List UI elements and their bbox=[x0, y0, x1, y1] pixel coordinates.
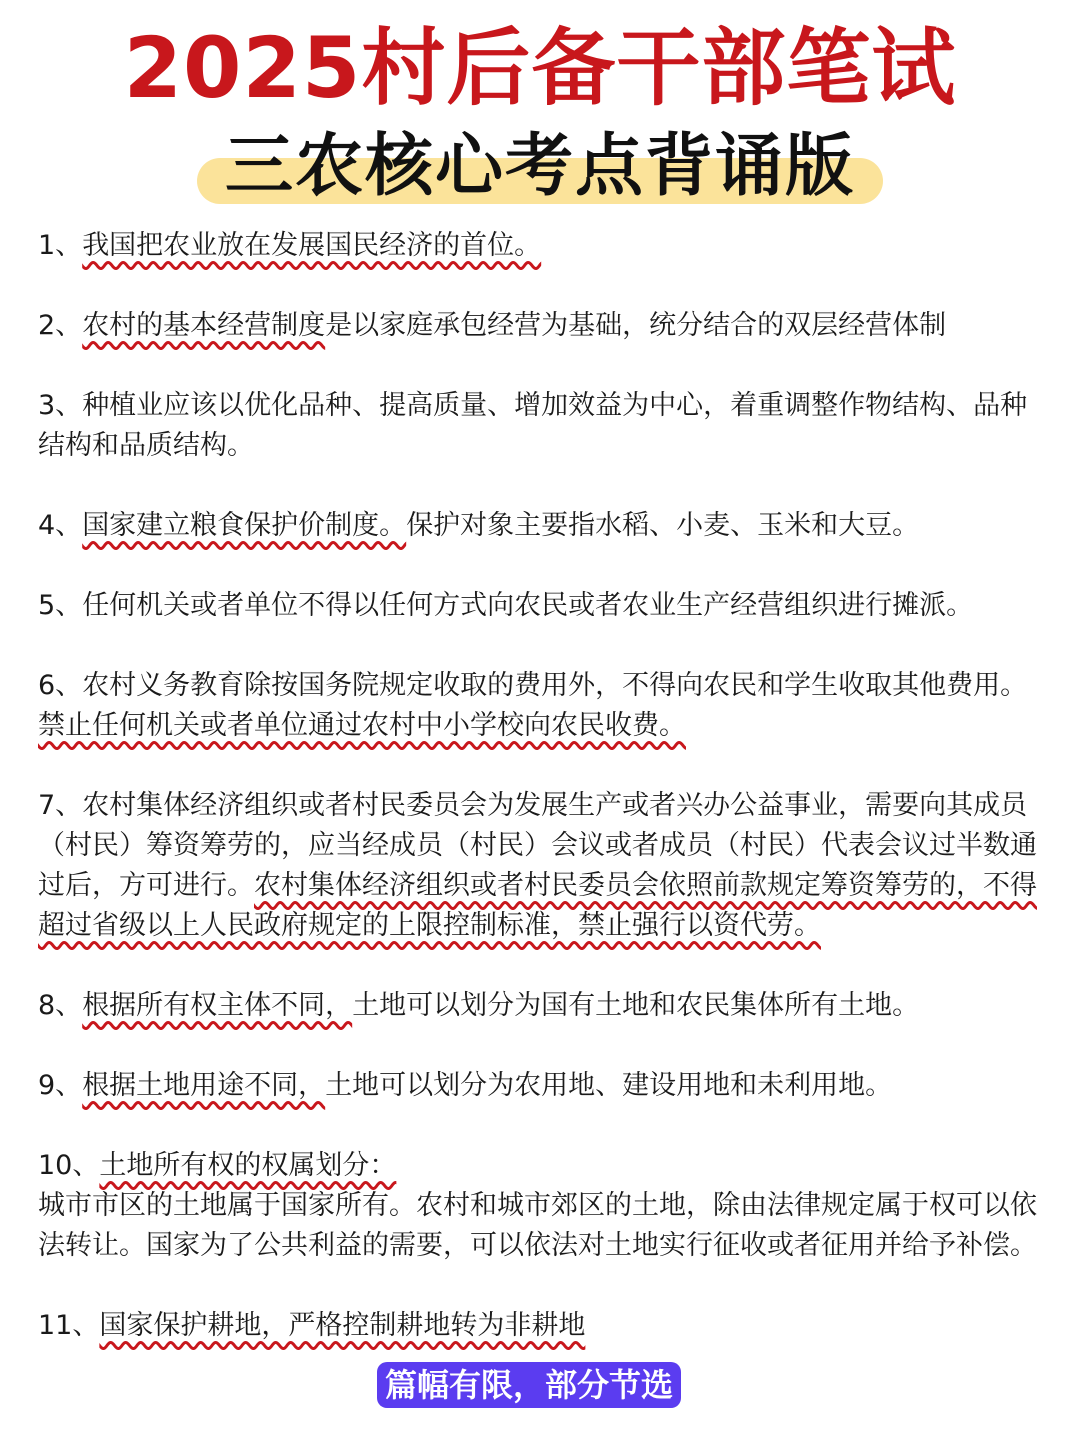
item-number: 11、 bbox=[38, 1310, 100, 1341]
excerpt-badge: 篇幅有限，部分节选 bbox=[377, 1362, 681, 1408]
points-list bbox=[0, 210, 1080, 1346]
list-item bbox=[38, 986, 1042, 1026]
underlined-text: 国家建立粮食保护价制度。 bbox=[82, 510, 407, 541]
item-text: 土地可以划分为国有土地和农民集体所有土地。 bbox=[352, 990, 920, 1021]
item-text: 保护对象主要指水稻、小麦、玉米和大豆。 bbox=[406, 510, 920, 541]
list-item bbox=[38, 786, 1042, 946]
item-text: 城市市区的土地属于国家所有。农村和城市郊区的土地，除由法律规定属于权可以依法转让。国家为了公共利益的需要，可以依法对土地实行征收或者征用并给予补偿。 bbox=[38, 1190, 1037, 1261]
item-number: 3、 bbox=[38, 390, 83, 421]
list-item bbox=[38, 1066, 1042, 1106]
item-text: 种植业应该以优化品种、提高质量、增加效益为中心，着重调整作物结构、品种结构和品质结构。 bbox=[38, 390, 1028, 461]
list-item bbox=[38, 506, 1042, 546]
list-item bbox=[38, 226, 1042, 266]
item-number: 5、 bbox=[38, 590, 83, 621]
underlined-text: 根据土地用途不同， bbox=[82, 1070, 326, 1101]
item-number: 8、 bbox=[38, 990, 83, 1021]
item-text: 任何机关或者单位不得以任何方式向农民或者农业生产经营组织进行摊派。 bbox=[82, 590, 974, 621]
header bbox=[0, 0, 1080, 210]
list-item bbox=[38, 306, 1042, 346]
underlined-text: 土地所有权的权属划分： bbox=[99, 1150, 397, 1181]
page-subtitle: 三农核心考点背诵版 bbox=[224, 127, 855, 206]
list-item bbox=[38, 386, 1042, 466]
item-number: 4、 bbox=[38, 510, 83, 541]
item-text: 土地可以划分为农用地、建设用地和未利用地。 bbox=[325, 1070, 893, 1101]
item-text: 农村义务教育除按国务院规定收取的费用外，不得向农民和学生收取其他费用。 bbox=[82, 670, 1028, 701]
item-text: 农村集体经济组织或者村民委员会为发展生产或者兴办公益事业，需要向其成员（村民）筹资筹劳的，应当经成员（村民）会议或者成员（村民）代表会议过半数通过后，方可进行。 bbox=[38, 790, 1037, 901]
underlined-text: 农村的基本经营制度 bbox=[82, 310, 326, 341]
underlined-text: 国家保护耕地，严格控制耕地转为非耕地 bbox=[99, 1310, 586, 1341]
item-number: 10、 bbox=[38, 1150, 100, 1181]
list-item bbox=[38, 1146, 1042, 1266]
item-text: 是以家庭承包经营为基础，统分结合的双层经营体制 bbox=[325, 310, 947, 341]
item-number: 2、 bbox=[38, 310, 83, 341]
subtitle-wrap bbox=[225, 124, 855, 210]
underlined-text: 农村集体经济组织或者村民委员会依照前款规定筹资筹劳的，不得超过省级以上人民政府规定的上限控制标准，禁止强行以资代劳。 bbox=[38, 870, 1037, 941]
item-number: 6、 bbox=[38, 670, 83, 701]
list-item bbox=[38, 1306, 1042, 1346]
underlined-text: 我国把农业放在发展国民经济的首位。 bbox=[82, 230, 542, 261]
list-item bbox=[38, 666, 1042, 746]
list-item bbox=[38, 586, 1042, 626]
underlined-text: 根据所有权主体不同， bbox=[82, 990, 353, 1021]
item-number: 7、 bbox=[38, 790, 83, 821]
item-number: 9、 bbox=[38, 1070, 83, 1101]
underlined-text: 禁止任何机关或者单位通过农村中小学校向农民收费。 bbox=[38, 710, 686, 741]
item-number: 1、 bbox=[38, 230, 83, 261]
page-title: 2025村后备干部笔试 bbox=[123, 19, 957, 117]
